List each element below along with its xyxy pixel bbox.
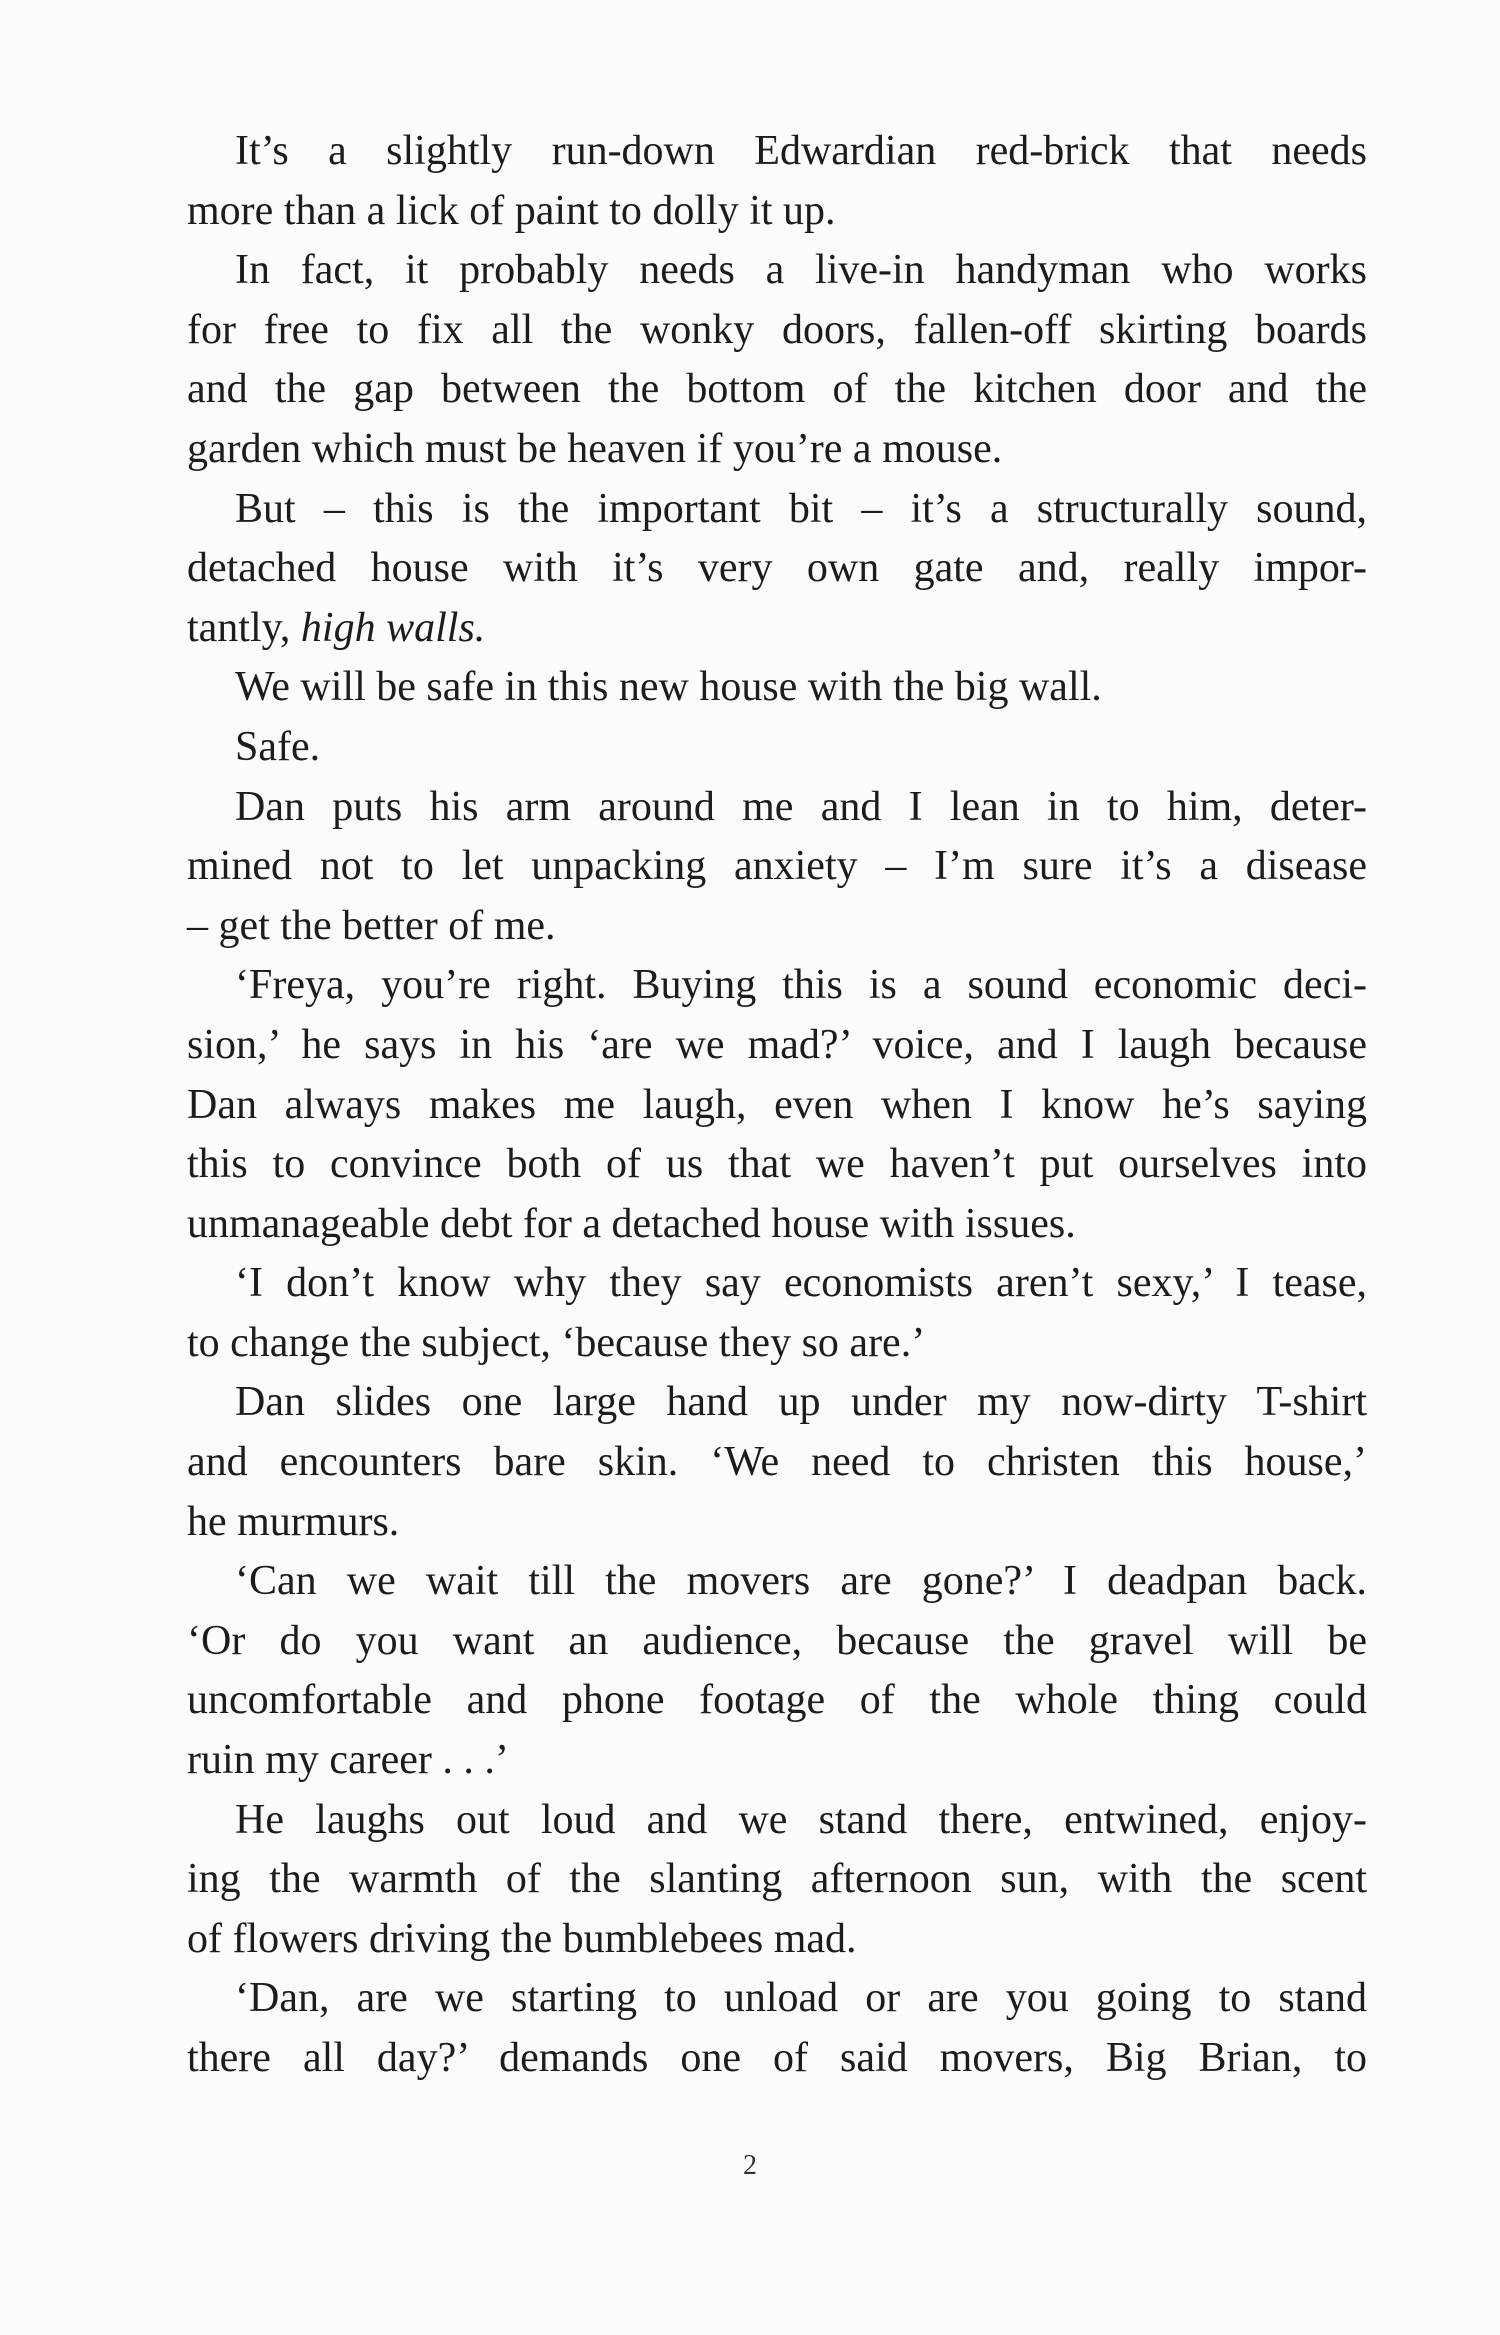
text-line [187, 1314, 1367, 1374]
text-line [187, 1731, 1367, 1791]
text-line-content: sion,’ he says in his ‘are we mad?’ voice, and I laugh because [187, 1021, 1367, 1068]
text-line-content: Dan puts his arm around me and I lean in to him, deter- [235, 783, 1367, 830]
paragraph [187, 1373, 1367, 1552]
text-line [187, 1433, 1367, 1493]
text-line [187, 1493, 1367, 1553]
text-line [187, 1076, 1367, 1136]
text-line-content: of flowers driving the bumblebees mad. [187, 1915, 857, 1962]
text-line-content: We will be safe in this new house with the big wall. [235, 664, 1102, 711]
text-line [187, 539, 1367, 599]
text-line [187, 1135, 1367, 1195]
text-line-content: ‘Can we wait till the movers are gone?’ I deadpan back. [235, 1558, 1367, 1605]
text-line-content: ‘Or do you want an audience, because the gravel will be [187, 1617, 1367, 1664]
text-line-content: for free to fix all the wonky doors, fallen-off skirting boards [187, 306, 1367, 353]
paragraph [187, 1254, 1367, 1373]
text-line-content: But – this is the important bit – it’s a structurally sound, [235, 485, 1367, 532]
text-line [187, 718, 1367, 778]
text-line-content: Safe. [235, 723, 321, 770]
text-line [187, 658, 1367, 718]
text-line-content: garden which must be heaven if you’re a mouse. [187, 425, 1003, 472]
text-line-content: he murmurs. [187, 1498, 400, 1545]
text-line [187, 241, 1367, 301]
text-line [187, 1910, 1367, 1970]
text-line [187, 182, 1367, 242]
text-line [187, 420, 1367, 480]
text-line [187, 480, 1367, 540]
text-line-content: ‘Freya, you’re right. Buying this is a sound economic deci- [235, 962, 1367, 1009]
text-line [187, 1373, 1367, 1433]
text-line [187, 599, 1367, 659]
text-line [187, 956, 1367, 1016]
paragraph [187, 1552, 1367, 1790]
text-line [187, 1969, 1367, 2029]
text-line-content: and the gap between the bottom of the kitchen door and the [187, 366, 1367, 413]
text-line [187, 897, 1367, 957]
paragraph [187, 658, 1367, 718]
text-line-content: In fact, it probably needs a live-in handyman who works [235, 247, 1367, 294]
text-line [187, 1791, 1367, 1851]
text-line [187, 778, 1367, 838]
text-line [187, 1195, 1367, 1255]
text-line-content: more than a lick of paint to dolly it up. [187, 187, 836, 234]
text-line-content: – get the better of me. [187, 902, 556, 949]
text-line [187, 1552, 1367, 1612]
text-line [187, 360, 1367, 420]
text-line-content: He laughs out loud and we stand there, entwined, enjoy- [235, 1796, 1367, 1843]
text-line-content: Dan slides one large hand up under my now-dirty T-shirt [235, 1379, 1367, 1426]
text-line-content: this to convince both of us that we haven’t put ourselves into [187, 1141, 1367, 1188]
text-line-content: ing the warmth of the slanting afternoon sun, with the scent [187, 1856, 1367, 1903]
text-line-content: ‘I don’t know why they say economists aren’t sexy,’ I tease, [235, 1260, 1367, 1307]
text-line [187, 2029, 1367, 2089]
text-line [187, 1254, 1367, 1314]
text-line [187, 837, 1367, 897]
text-line-content: and encounters bare skin. ‘We need to christen this house,’ [187, 1439, 1367, 1486]
italic-emphasis: high walls. [300, 604, 486, 651]
text-line-content: mined not to let unpacking anxiety – I’m sure it’s a disease [187, 843, 1367, 890]
paragraph [187, 1969, 1367, 2088]
text-line [187, 1850, 1367, 1910]
paragraph [187, 480, 1367, 659]
text-line [187, 1671, 1367, 1731]
body-text [187, 122, 1367, 2089]
paragraph [187, 122, 1367, 241]
text-line [187, 1612, 1367, 1672]
text-line-content: ‘Dan, are we starting to unload or are you going to stand [235, 1975, 1367, 2022]
page-number: 2 [743, 2150, 757, 2181]
paragraph [187, 778, 1367, 957]
text-line-content: there all day?’ demands one of said movers, Big Brian, to [187, 2035, 1367, 2081]
text-line [187, 1016, 1367, 1076]
text-line-content: It’s a slightly run-down Edwardian red-brick that needs [235, 128, 1367, 174]
text-line-content: Dan always makes me laugh, even when I know he’s saying [187, 1081, 1367, 1128]
paragraph [187, 1791, 1367, 1970]
paragraph [187, 718, 1367, 778]
text-line [187, 301, 1367, 361]
text-line-content: unmanageable debt for a detached house with issues. [187, 1200, 1076, 1247]
text-line-content: ruin my career . . .’ [187, 1737, 509, 1784]
text-line [187, 122, 1367, 182]
text-line-content: to change the subject, ‘because they so are.’ [187, 1319, 926, 1366]
paragraph [187, 956, 1367, 1254]
paragraph [187, 241, 1367, 479]
text-line-content: uncomfortable and phone footage of the whole thing could [187, 1677, 1367, 1724]
text-line-content: detached house with it’s very own gate and, really impor- [187, 545, 1367, 592]
text-line-content: tantly, [187, 604, 301, 651]
